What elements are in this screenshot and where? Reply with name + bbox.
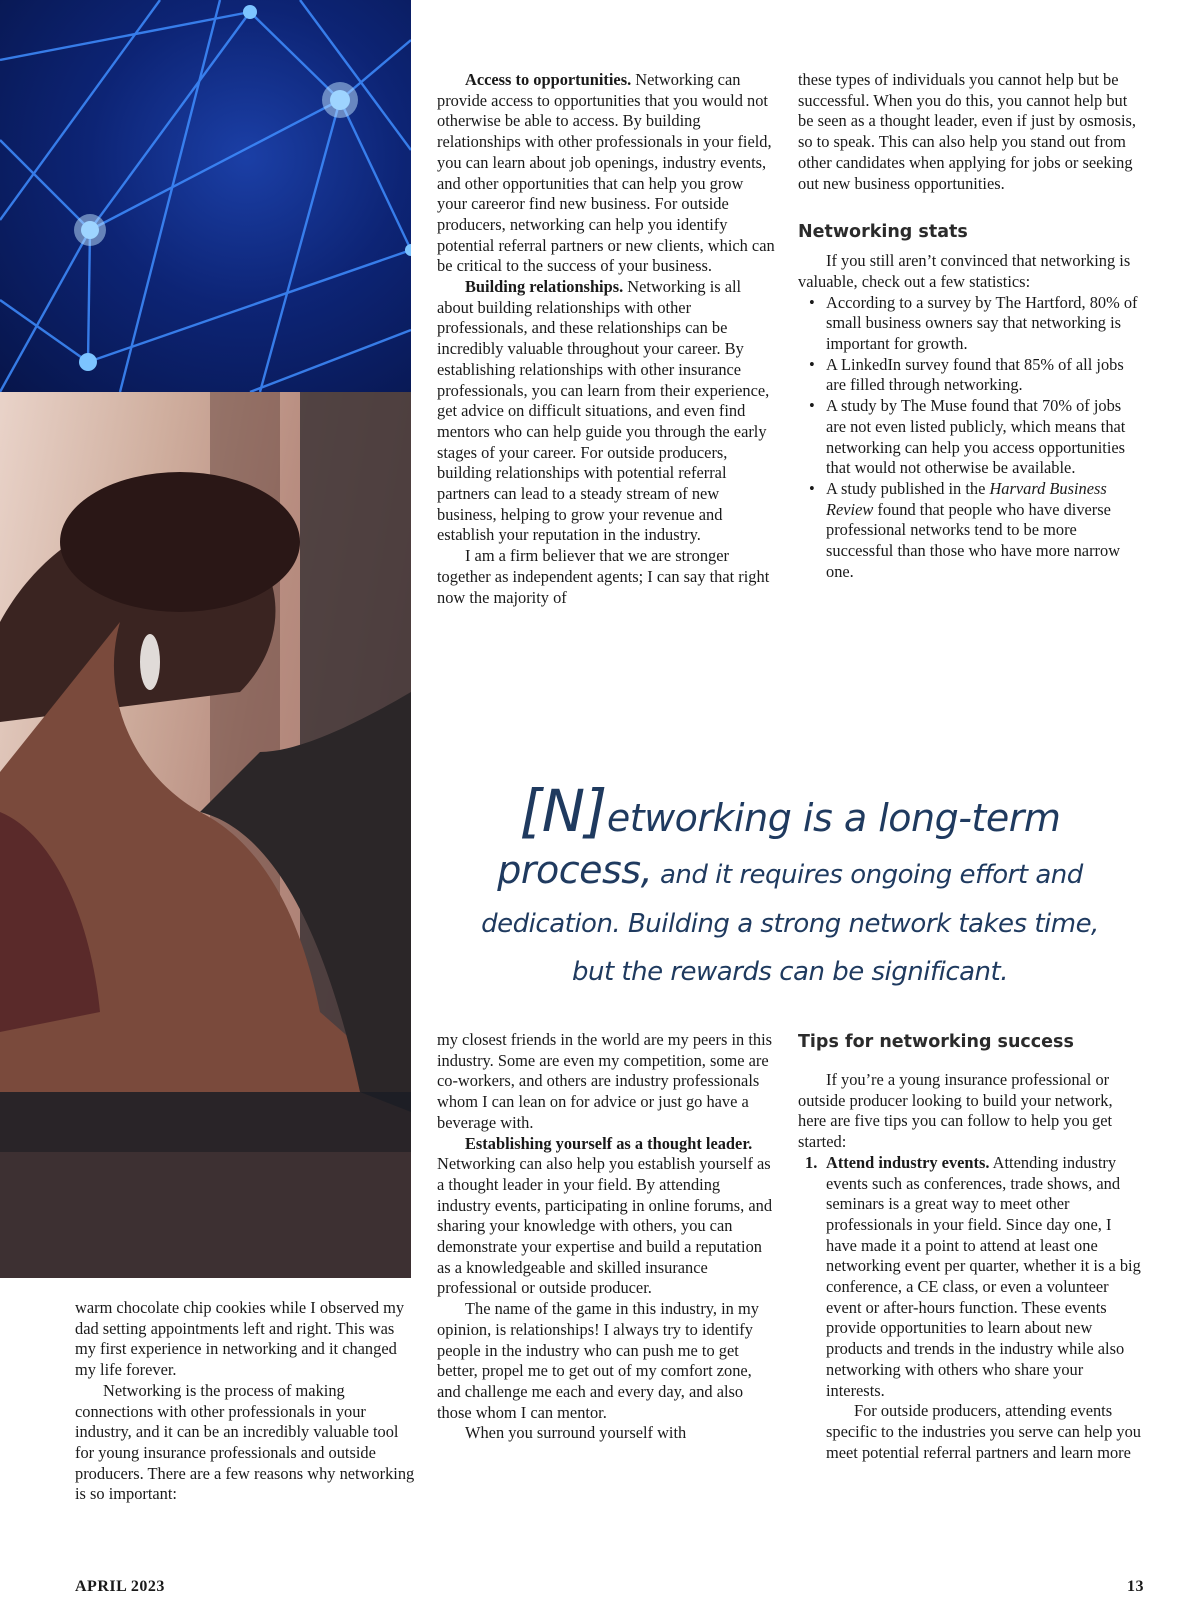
paragraph-building-relationships: Building relationships. Networking is all about building relationships with other professionals, and these relationships can be incredibly valuable throughout your career. By establishing relationships with other insurance professionals, you can learn from their experience, get advice on difficult situations, and even find mentors who can help guide you through the early stages of your career. For outside producers, building relationships with potential referral partners can lead to a steady stream of new business, helping to grow your revenue and establish your reputation in the industry. <box>437 277 770 545</box>
list-item: • A LinkedIn survey found that 85% of all jobs are filled through networking. <box>826 355 1141 396</box>
paragraph-cookies: warm chocolate chip cookies while I observed my dad setting appointments left and right. This was my first experience in networking and it changed my life forever. <box>75 1298 405 1380</box>
article-column-middle-top <box>437 70 775 608</box>
pull-quote-line-2: process, and it requires ongoing effort and <box>497 848 1083 892</box>
heading-tips-networking-success: Tips for networking success <box>798 1032 1074 1052</box>
paragraph-access-opportunities: Access to opportunities. Networking can provide access to opportunities that you would not otherwise be able to access. By building relationships with other professionals in your field, you can learn about job openings, industry events, and other opportunities that can help you grow your careeror find new business. For outside producers, networking can help you identify potential referral partners or new clients, which can be critical to the success of your business. <box>437 70 775 276</box>
article-column-right-bottom <box>798 1030 1141 1463</box>
page-number: 13 <box>1127 1578 1144 1595</box>
list-item: • A study by The Muse found that 70% of jobs are not even listed publicly, which means that networking can help you access opportunities that would not otherwise be available. <box>826 396 1141 479</box>
pull-quote <box>440 777 1140 996</box>
list-item: • A study published in the Harvard Business Review found that people who have diverse professional networks tend to be more successful than those who have more narrow one. <box>826 479 1141 583</box>
list-item: 1. Attend industry events. Attending industry events such as conferences, trade shows, and seminars is a great way to meet other professionals in your field. Since day one, I have made it a point to attend at least one networking event per quarter, whether it is a big conference, a CE class, or even a volunteer event or after-hours function. These events provide opportunities to learn about new products and trends in the industry while also networking with others who share your interests. <box>805 1152 1141 1400</box>
paragraph-firm-believer: I am a firm believer that we are stronger together as independent agents; I can say that right now the majority of <box>437 546 770 607</box>
tips-list <box>798 1153 1141 1401</box>
article-column-left-bottom <box>75 1298 415 1505</box>
paragraph-stats-intro: If you still aren’t convinced that networking is valuable, check out a few statistics: <box>798 251 1131 291</box>
stats-list <box>798 293 1141 583</box>
footer-issue-date: APRIL 2023 <box>75 1578 165 1595</box>
paragraph-continued: these types of individuals you cannot help but be successful. When you do this, you cannot help but be seen as a thought leader, even if just by osmosis, so to speak. This can also help you stand out from other candidates when applying for jobs or seeking out new business opportunities. <box>798 70 1137 193</box>
woman-at-laptop-photo <box>0 392 411 1278</box>
paragraph-thought-leader: Establishing yourself as a thought leader. Networking can also help you establish yourself as a thought leader in your field. By attending industry events, participating in online forums, and sharing your knowledge with others, you can demonstrate your expertise and build a reputation as a knowledgeable and skilled insurance professional or outside producer. <box>437 1133 773 1298</box>
paragraph-networking-process: Networking is the process of making connections with other professionals in your industry, and it can be an incredibly valuable tool for young insurance professionals and outside producers. There are a few reasons why networking is so important: <box>75 1380 415 1504</box>
paragraph-tips-intro: If you’re a young insurance professional or outside producer looking to build your network, here are five tips you can follow to help you get started: <box>798 1070 1113 1152</box>
heading-networking-stats: Networking stats <box>798 222 968 243</box>
paragraph-outside-producers-events: For outside producers, attending events specific to the industries you serve can help you meet potential referral partners and learn more <box>826 1401 1141 1462</box>
paragraph-surround-yourself: When you surround yourself with <box>465 1423 687 1443</box>
pull-quote-line-3: dedication. Building a strong network takes time, <box>481 909 1099 939</box>
paragraph-closest-friends: my closest friends in the world are my peers in this industry. Some are even my competition, some are co-workers, and others are industry professionals whom I can lean on for advice or just go have a beverage with. <box>437 1030 773 1132</box>
pull-quote-line-4: but the rewards can be significant. <box>571 957 1008 987</box>
paragraph-name-of-the-game: The name of the game in this industry, in my opinion, is relationships! I always try to identify people in the industry who can push me to get better, propel me to get out of my comfort zone, and challenge me each and every day, and also those whom I can mentor. <box>437 1299 759 1422</box>
list-item: • According to a survey by The Hartford, 80% of small business owners say that networking is important for growth. <box>826 293 1141 355</box>
pull-quote-line-1: [N]etworking is a long-term <box>519 777 1061 845</box>
article-column-right-top <box>798 70 1141 582</box>
network-nodes-photo <box>0 0 411 392</box>
article-column-middle-bottom <box>437 1030 775 1444</box>
